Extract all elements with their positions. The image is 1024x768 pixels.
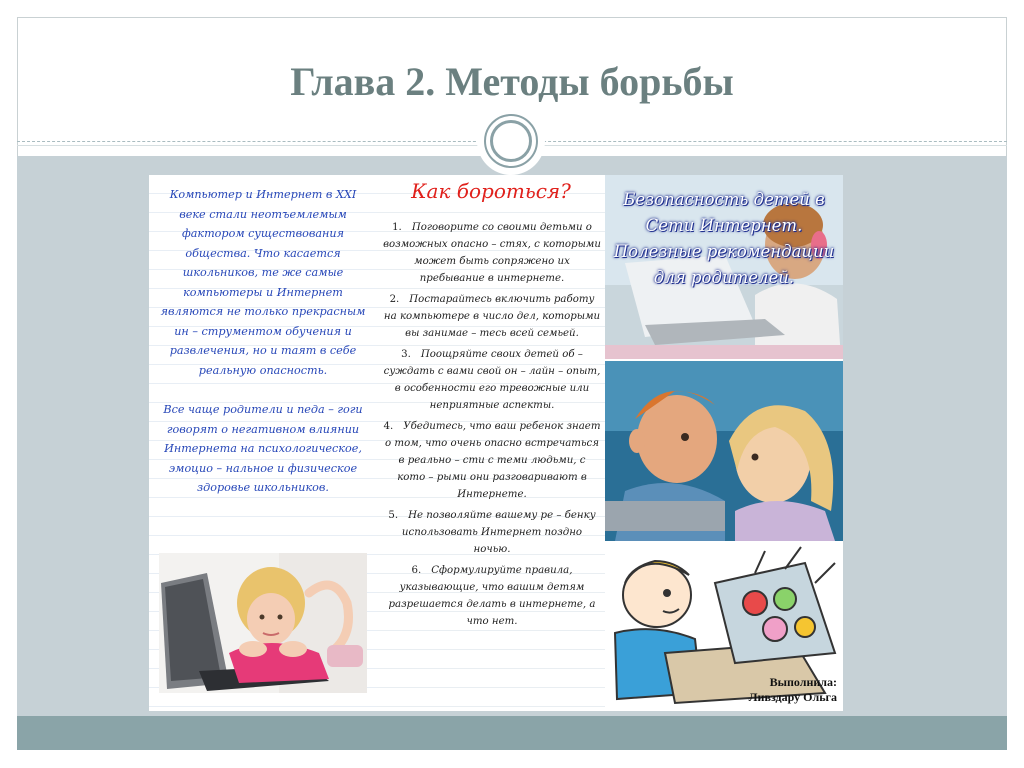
tip-item — [383, 418, 601, 503]
booklet-poster — [149, 175, 843, 711]
credit-label: Выполнила: — [769, 675, 837, 689]
girl-with-laptop-photo — [159, 553, 367, 693]
left-paragraph-1: Компьютер и Интернет в XXI веке стали неотъемлемым фактором существования общества. Что касается школьников, те же самые компьютеры и Интернет являются не только прекрасным ин – струментом обучения и развлечения, но и таят в себе реальную опасность. — [160, 188, 366, 377]
poster-middle-column — [377, 175, 605, 711]
slide-title: Глава 2. Методы борьбы — [290, 59, 734, 104]
poster-left-column — [149, 175, 377, 711]
tip-text: Постарайтесь включить работу на компьютере в число дел, которыми вы занимае – тесь всей семьей. — [383, 294, 601, 339]
tip-number: 6. — [411, 565, 422, 576]
credit-name: Ливздару Ольга — [748, 690, 837, 704]
tip-item — [383, 219, 601, 287]
left-paragraph-2: Все чаще родители и педа – гоги говорят о негативном влиянии Интернета на психологическое, эмоцио – нальное и физическое здоровье школьников. — [163, 403, 363, 494]
poster-right-column — [605, 175, 843, 711]
tip-text: Поговорите со своими детьми о возможных опасно – стях, с которыми может быть сопряжено их пребывание в интернете. — [383, 222, 601, 284]
tip-number: 2. — [389, 294, 400, 305]
tip-number: 3. — [401, 349, 411, 360]
tip-number: 5. — [388, 510, 399, 521]
tip-text: Не позволяйте вашему ре – бенку использовать Интернет поздно ночью. — [401, 510, 596, 555]
tip-number: 1. — [392, 222, 402, 233]
tip-text: Сформулируйте правила, указывающие, что вашим детям разрешается делать в интернете, а что нет. — [388, 565, 596, 627]
tip-item — [383, 562, 601, 630]
circle-ornament-icon — [480, 110, 542, 172]
how-to-fight-heading: Как бороться? — [411, 179, 571, 203]
tip-item — [383, 507, 601, 558]
tip-number: 4. — [383, 421, 394, 432]
tips-list — [383, 219, 601, 634]
tip-text: Поощряйте своих детей об – суждать с вами свой он – лайн – опыт, в особенности его тревожные или неприятные аспекты. — [383, 349, 601, 411]
tip-text: Убедитесь, что ваш ребенок знает о том, что очень опасно встречаться в реально – сти с теми людьми, с кото – рыми они разговаривают в Интернете. — [385, 421, 601, 500]
kids-at-computer-photo — [605, 361, 843, 541]
tip-item — [383, 291, 601, 342]
tip-item — [383, 346, 601, 414]
left-column-text — [155, 185, 371, 518]
author-credit — [749, 675, 837, 705]
brochure-title: Безопасность детей в Сети Интернет. Полезные рекомендации для родителей. — [613, 190, 835, 287]
bottom-bar — [17, 716, 1007, 750]
